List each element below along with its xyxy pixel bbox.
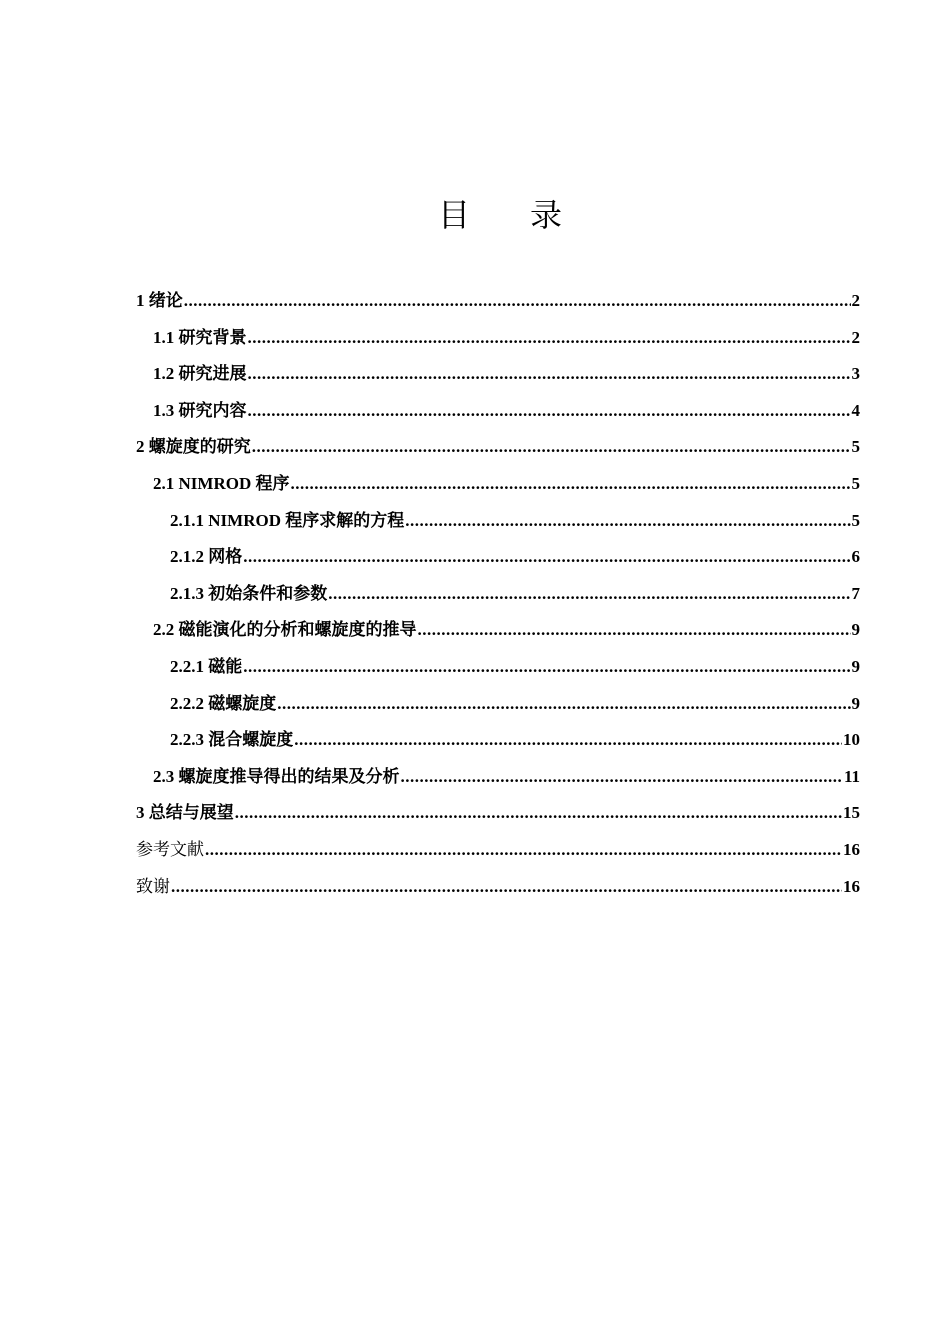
toc-entry-label: 参考文献 — [136, 839, 204, 859]
dot-leader — [248, 401, 851, 421]
toc-entry[interactable] — [136, 396, 860, 433]
toc-entry-label: 2.1 NIMROD 程序 — [153, 473, 290, 493]
table-of-contents — [136, 286, 860, 908]
dot-leader — [294, 730, 842, 750]
dot-leader — [290, 474, 850, 494]
toc-entry-page: 16 — [843, 876, 860, 896]
dot-leader — [252, 437, 851, 457]
toc-entry[interactable] — [136, 725, 860, 762]
page-title — [0, 190, 950, 236]
dot-leader — [401, 767, 843, 787]
toc-entry[interactable] — [136, 579, 860, 616]
toc-entry-label: 1.3 研究内容 — [153, 400, 247, 420]
toc-entry-page: 10 — [843, 730, 860, 750]
dot-leader — [243, 657, 850, 677]
toc-entry-page: 9 — [851, 656, 860, 676]
toc-entry-page: 5 — [851, 437, 860, 457]
toc-entry-page: 5 — [851, 510, 860, 530]
toc-entry-page: 15 — [843, 803, 860, 823]
toc-entry[interactable] — [136, 359, 860, 396]
toc-entry[interactable] — [136, 652, 860, 689]
toc-entry-label: 1.1 研究背景 — [153, 327, 247, 347]
toc-entry-label: 2.2.2 磁螺旋度 — [170, 693, 277, 713]
toc-entry[interactable] — [136, 689, 860, 726]
toc-entry-page: 7 — [851, 583, 860, 603]
toc-entry-page: 16 — [843, 839, 860, 859]
toc-entry-label: 2.3 螺旋度推导得出的结果及分析 — [153, 766, 400, 786]
toc-entry-label: 致谢 — [136, 876, 170, 896]
dot-leader — [418, 620, 851, 640]
dot-leader — [171, 877, 842, 897]
toc-entry-page: 2 — [851, 291, 860, 310]
toc-entry[interactable] — [136, 798, 860, 835]
toc-entry-page: 2 — [851, 327, 860, 347]
toc-entry-label: 2.1.1 NIMROD 程序求解的方程 — [170, 510, 405, 530]
toc-entry-label: 2.2.3 混合螺旋度 — [170, 730, 294, 750]
toc-entry[interactable] — [136, 542, 860, 579]
dot-leader — [184, 291, 851, 311]
toc-entry[interactable] — [136, 835, 860, 872]
toc-entry[interactable] — [136, 286, 860, 323]
toc-entry[interactable] — [136, 506, 860, 543]
dot-leader — [235, 803, 842, 823]
toc-entry-label: 2.1.2 网格 — [170, 547, 243, 567]
toc-entry-page: 4 — [851, 400, 860, 420]
dot-leader — [248, 364, 851, 384]
dot-leader — [205, 840, 842, 860]
dot-leader — [243, 547, 850, 567]
toc-entry[interactable] — [136, 469, 860, 506]
toc-entry[interactable] — [136, 872, 860, 909]
toc-entry-label: 1.2 研究进展 — [153, 364, 247, 384]
title-char-1: 目 — [437, 196, 470, 234]
toc-entry-page: 5 — [851, 473, 860, 493]
toc-entry-page: 6 — [851, 547, 860, 567]
dot-leader — [248, 328, 851, 348]
toc-entry[interactable] — [136, 615, 860, 652]
toc-entry[interactable] — [136, 762, 860, 799]
toc-entry-label: 3 总结与展望 — [136, 803, 234, 823]
toc-entry-page: 11 — [843, 766, 860, 786]
toc-entry-label: 2.2.1 磁能 — [170, 656, 243, 676]
dot-leader — [405, 511, 850, 531]
toc-entry[interactable] — [136, 432, 860, 469]
toc-entry[interactable] — [136, 323, 860, 360]
toc-entry-label: 2 螺旋度的研究 — [136, 437, 251, 457]
dot-leader — [277, 694, 850, 714]
toc-entry-page: 9 — [851, 693, 860, 713]
toc-entry-label: 2.1.3 初始条件和参数 — [170, 583, 328, 603]
toc-entry-label: 1 绪论 — [136, 291, 183, 310]
title-char-2: 录 — [530, 196, 563, 234]
dot-leader — [328, 584, 850, 604]
toc-entry-label: 2.2 磁能演化的分析和螺旋度的推导 — [153, 620, 417, 640]
toc-entry-page: 9 — [851, 620, 860, 640]
toc-entry-page: 3 — [851, 364, 860, 384]
